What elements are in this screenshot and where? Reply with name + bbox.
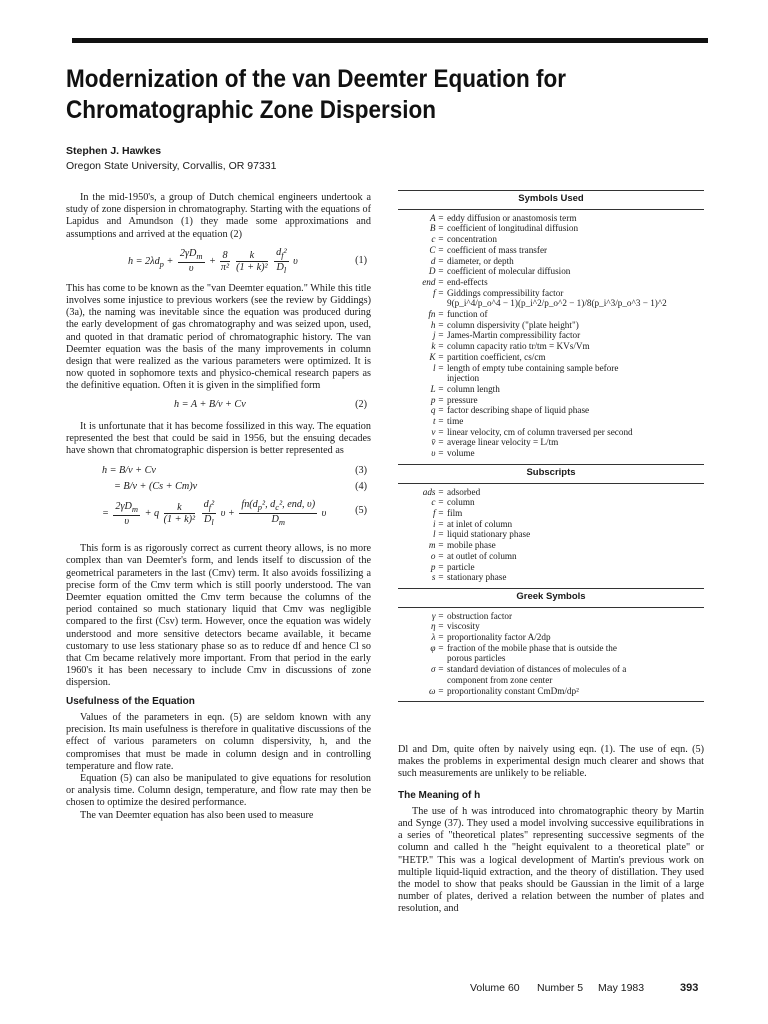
symbols-row — [398, 395, 704, 406]
symbols-definition: Giddings compressibility factor — [447, 287, 564, 298]
symbols-row — [398, 320, 704, 331]
subscripts-symbol: m = — [428, 540, 444, 551]
greek-symbol — [398, 675, 447, 686]
symbols-row — [398, 309, 704, 320]
equation-1 — [66, 247, 371, 277]
subscripts-definition: stationary phase — [447, 572, 507, 583]
subscripts-row — [398, 562, 704, 573]
subscripts-row — [398, 487, 704, 498]
symbols-symbol: υ = — [431, 448, 444, 459]
heading-meaning-of-h: The Meaning of h — [398, 789, 481, 801]
symbols-definition: column capacity ratio tr/tm = KVs/Vm — [447, 341, 590, 352]
symbols-definition: column length — [447, 383, 500, 394]
symbols-row — [398, 405, 704, 416]
symbols-symbol: h = — [430, 319, 444, 330]
greek-list — [398, 608, 704, 702]
equation-3-5 — [66, 465, 371, 533]
symbols-symbol: C = — [429, 244, 444, 255]
subscripts-row — [398, 519, 704, 530]
greek-row — [398, 653, 704, 664]
symbols-symbol: end = — [422, 276, 444, 287]
equation-4-body: = B/v + (Cs + Cm)v — [114, 481, 198, 493]
symbols-symbol — [398, 298, 447, 309]
symbols-symbol: A = — [430, 212, 444, 223]
footer-volume: Volume 60 — [470, 982, 520, 994]
equation-2 — [66, 399, 371, 415]
greek-definition: proportionality factor A/2dp — [447, 632, 551, 643]
heading-usefulness: Usefulness of the Equation — [66, 695, 195, 707]
symbols-definition: linear velocity, cm of column traversed per second — [447, 426, 633, 437]
equation-1-body: $h = 2\lambda d_p$ + $\frac{2\gamma D_m}{\upsilon}$ + $\frac{8}{\text{π²}}$ $\frac{k}{\text{(1 + k)²}}$ $\frac{d_f^2}{D_l}$ υ — [128, 246, 298, 275]
subscripts-definition: liquid stationary phase — [447, 529, 531, 540]
author-name: Stephen J. Hawkes — [66, 145, 162, 157]
symbols-row — [398, 213, 704, 224]
greek-definition: proportionality constant CmDm/dp² — [447, 685, 579, 696]
symbols-definition: volume — [447, 448, 475, 459]
subscripts-row — [398, 572, 704, 583]
greek-symbol: σ = — [430, 664, 444, 675]
paragraph-usefulness: Values of the parameters in eqn. (5) are seldom known with any precision. Its main usefulness is therefore in qualitative discussions of the effect of various parameters on column dispersivity, h, and the compromises that must be made in column design and in controlling temperature and flow rate. — [66, 711, 371, 772]
symbols-definition: concentration — [447, 234, 497, 245]
symbols-row — [398, 298, 704, 309]
greek-row — [398, 643, 704, 654]
subscripts-symbol: ads = — [422, 486, 444, 497]
greek-row — [398, 675, 704, 686]
symbols-symbol: c = — [431, 234, 444, 245]
subscripts-symbol: f = — [432, 507, 444, 518]
subscripts-definition: adsorbed — [447, 486, 481, 497]
symbols-row — [398, 288, 704, 299]
article-title: Modernization of the van Deemter Equation for Chromatographic Zone Dispersion — [66, 65, 567, 124]
symbols-definition: coefficient of longitudinal diffusion — [447, 223, 579, 234]
greek-definition: obstruction factor — [447, 610, 513, 621]
paragraph-measure: The van Deemter equation has also been used to measure — [80, 809, 314, 821]
symbols-definition: eddy diffusion or anastomosis term — [447, 212, 577, 223]
equation-1-number: (1) — [355, 254, 367, 266]
equation-2-number: (2) — [355, 398, 367, 410]
symbols-definition: column dispersivity ("plate height") — [447, 319, 579, 330]
right-column — [398, 744, 704, 916]
symbols-bottom-rule — [398, 701, 704, 702]
symbols-row — [398, 448, 704, 459]
symbols-definition: diameter, or depth — [447, 255, 514, 266]
greek-definition: viscosity — [447, 621, 480, 632]
symbols-symbol: v̄ = — [431, 437, 444, 448]
symbols-row — [398, 416, 704, 427]
greek-row — [398, 621, 704, 632]
equation-2-body: h = A + B/v + Cv — [174, 398, 246, 410]
paragraph-meaning: The use of h was introduced into chromatographic theory by Martin and Synge (37). They used a model involving successive equilibrations in a series of "theoretical plates" representing successive segments of the column and called h the "height equivalent to a theoretical plate" or "HETP." This was a logical development of Martin's previous work on multiple liquid-liquid extraction, and the theory of distillation. They used the model to show that peaks should be Gaussian in the limit of a large number of plates, derived a relation between the number of plates and resolution, and — [398, 805, 704, 915]
equation-5-body: = $\frac{2\gamma D_m}{\upsilon}$ + q $\frac{k}{\text{(1 + k)²}}$ $\frac{d_f^2}{D_l}$ υ + $\frac{fn(d_p^2, d_c^2, end, \upsilon)}{D_m}$ υ — [102, 499, 327, 528]
subscripts-row — [398, 540, 704, 551]
paragraph-van-deemter: This has come to be known as the "van Deemter equation." While this title involves some injustice to previous workers (see the review by Giddings) (3a), the naming was inevitable since the equation was produced during the early development of gas chromatography and was seized upon, used, and quoted in that dramatic period of chromatographic history. The van Deemter equation was the basis of the many improvements in column design that were realized as the various parameters were optimized. It is now quoted in sophomore texts and physico-chemical research papers as the definitive equation. Often it is given in the simplified form — [66, 282, 371, 392]
subscripts-row — [398, 508, 704, 519]
symbols-symbol: t = — [432, 416, 444, 427]
greek-symbol: ω = — [429, 685, 444, 696]
symbols-row — [398, 437, 704, 448]
symbols-definition: injection — [447, 373, 480, 384]
subscripts-row — [398, 529, 704, 540]
symbols-definition: coefficient of molecular diffusion — [447, 266, 571, 277]
footer-date: May 1983 — [598, 982, 645, 994]
greek-row — [398, 611, 704, 622]
greek-definition: fraction of the mobile phase that is outside the — [447, 642, 617, 653]
top-rule — [72, 38, 708, 43]
symbols-symbol: l = — [432, 362, 444, 373]
symbols-definition: pressure — [447, 394, 478, 405]
symbols-symbol: B = — [429, 223, 444, 234]
symbols-symbol: f = — [432, 287, 444, 298]
symbols-definition: coefficient of mass transfer — [447, 244, 548, 255]
greek-row — [398, 686, 704, 697]
greek-symbol: φ = — [430, 642, 444, 653]
greek-row — [398, 632, 704, 643]
symbols-row — [398, 363, 704, 374]
symbols-row — [398, 352, 704, 363]
equation-3-number: (3) — [355, 465, 367, 477]
symbols-symbol: K = — [429, 351, 444, 362]
symbols-definition: partition coefficient, cs/cm — [447, 351, 546, 362]
subscripts-row — [398, 497, 704, 508]
subscripts-definition: at inlet of column — [447, 518, 513, 529]
subscripts-symbol: s = — [431, 572, 444, 583]
symbols-row — [398, 223, 704, 234]
symbols-symbol: L = — [430, 383, 444, 394]
subscripts-symbol: c = — [431, 497, 444, 508]
symbols-symbol: D = — [428, 266, 444, 277]
subscripts-symbol: o = — [430, 550, 444, 561]
symbols-heading: Symbols Used — [518, 193, 584, 204]
symbols-row — [398, 277, 704, 288]
symbols-symbol: v = — [431, 426, 444, 437]
subscripts-symbol: p = — [430, 561, 444, 572]
subscripts-symbol: i = — [432, 518, 444, 529]
subscripts-definition: column — [447, 497, 475, 508]
symbols-row — [398, 234, 704, 245]
symbols-definition: time — [447, 416, 464, 427]
paragraph-intro: In the mid-1950's, a group of Dutch chemical engineers undertook a study of zone dispersion in chromatography. Starting with the equations of Lapidus and Amundson (1) they made some approximations and assumptions and arrived at the equation (2) — [66, 192, 371, 240]
paragraph-dl-dm: Dl and Dm, quite often by naively using eqn. (1). The use of eqn. (5) makes the problems in experimental design much clearer and shows that such measurements are unlikely to be reliable. — [398, 744, 704, 780]
symbols-symbol — [398, 373, 447, 384]
symbols-symbol: k = — [431, 341, 444, 352]
symbols-row — [398, 384, 704, 395]
greek-symbol: γ = — [431, 610, 444, 621]
equation-5-number: (5) — [355, 505, 367, 517]
symbols-symbol: j = — [432, 330, 444, 341]
subscripts-definition: at outlet of column — [447, 550, 517, 561]
symbols-row — [398, 256, 704, 267]
symbols-box — [398, 190, 704, 702]
page-number: 393 — [680, 982, 699, 994]
symbols-row — [398, 427, 704, 438]
symbols-definition: end-effects — [447, 276, 488, 287]
symbols-symbol: d = — [430, 255, 444, 266]
greek-symbol: η = — [430, 621, 444, 632]
subscripts-definition: film — [447, 507, 463, 518]
greek-definition: component from zone center — [447, 674, 553, 685]
equation-3-body: h = B/v + Cv — [102, 465, 156, 477]
symbols-definition: factor describing shape of liquid phase — [447, 405, 590, 416]
greek-definition: standard deviation of distances of molecules of a — [447, 664, 627, 675]
paragraph-fossilized: It is unfortunate that it has become fossilized in this way. The equation represented the best that could be said in 1956, but the ensuing decades have shown that chromatographic dispersion is better represented as — [66, 420, 371, 457]
symbols-definition: function of — [447, 309, 488, 320]
paragraph-manipulated: Equation (5) can also be manipulated to give equations for resolution or analysis time. Column design, temperature, and flow rate may then be chosen to optimize the desired performance. — [66, 772, 371, 809]
symbols-symbol: q = — [430, 405, 444, 416]
greek-symbol: λ = — [431, 632, 444, 643]
subscripts-row — [398, 551, 704, 562]
symbols-row — [398, 373, 704, 384]
left-column — [66, 192, 371, 822]
symbols-row — [398, 330, 704, 341]
equation-4-number: (4) — [355, 481, 367, 493]
subscripts-definition: mobile phase — [447, 540, 496, 551]
symbols-definition: length of empty tube containing sample before — [447, 362, 619, 373]
symbols-definition: 9(p_i^4/p_o^4 − 1)(p_i^2/p_o^2 − 1)/8(p_i^3/p_o^3 − 1)^2 — [447, 298, 667, 309]
greek-definition: porous particles — [447, 653, 506, 664]
symbols-row — [398, 341, 704, 352]
subscripts-definition: particle — [447, 561, 475, 572]
greek-symbol — [398, 653, 447, 664]
subscripts-heading: Subscripts — [526, 466, 576, 478]
symbols-symbol: fn = — [428, 309, 444, 320]
greek-heading: Greek Symbols — [516, 590, 586, 602]
subscripts-symbol: l = — [432, 529, 444, 540]
symbols-definition: average linear velocity = L/tm — [447, 437, 559, 448]
author-affiliation: Oregon State University, Corvallis, OR 97331 — [66, 160, 277, 172]
symbols-symbol: p = — [430, 394, 444, 405]
symbols-list — [398, 210, 704, 459]
subscripts-list — [398, 484, 704, 583]
symbols-row — [398, 245, 704, 256]
symbols-definition: James-Martin compressibility factor — [447, 330, 581, 341]
footer-number: Number 5 — [537, 982, 584, 994]
paragraph-rigorous: This form is as rigorously correct as current theory allows, is no more complex than van Deemter's form, and lends itself to discussion of the geometrical parameters in the last (Cmv) term. It also avoids fossilizing a precise form of the Cmv term which is still poorly understood. The van Deemter equation omitted the Cmv term because the columns of the period contained so much stationary liquid that Cmv was negligible compared to the first (Csv) term. However, once the equation was widely understood and more sensitive detectors became available, it became customary to use less stationary phase so as to reduce df and hence Cl so that Cm became relatively more important. From that period in the early 1960's it has been necessary to include Cmv in discussions of zone dispersion. — [66, 543, 371, 689]
symbols-row — [398, 266, 704, 277]
greek-row — [398, 664, 704, 675]
